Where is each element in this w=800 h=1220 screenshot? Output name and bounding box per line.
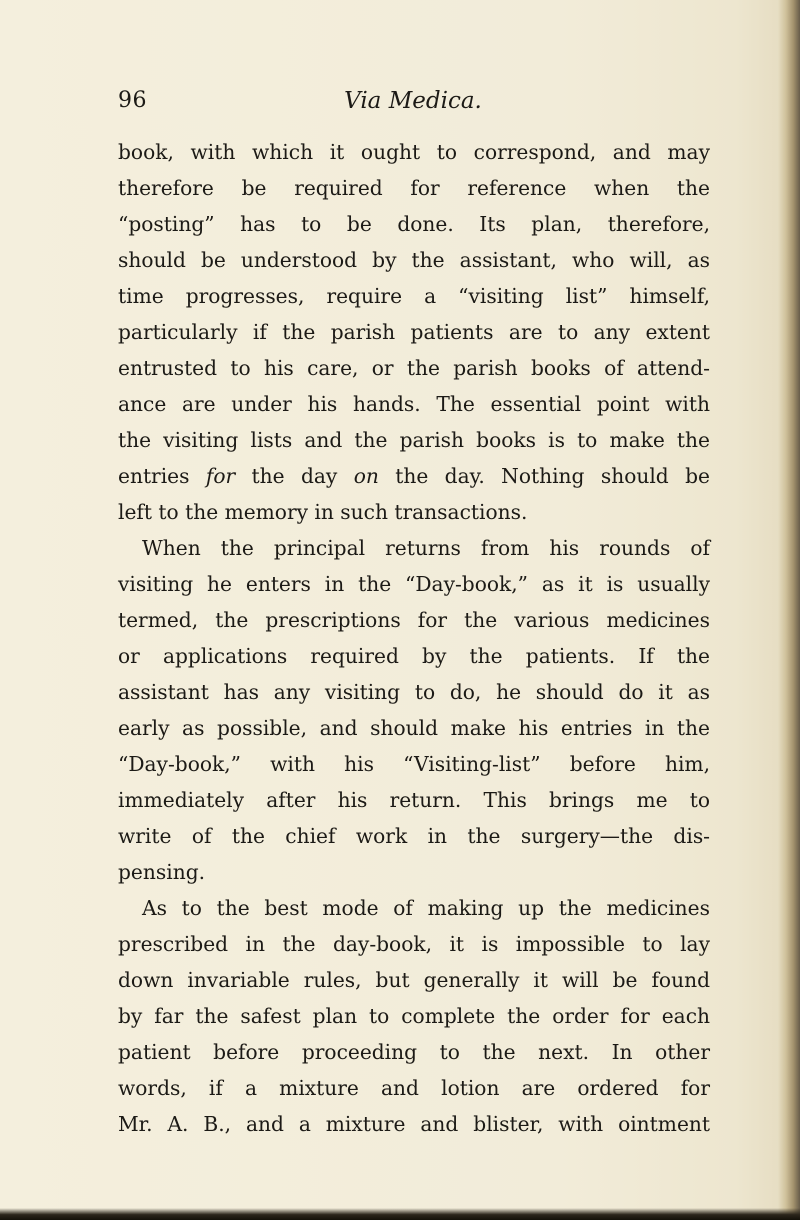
text-line-8: ance are under his hands. The essential point with <box>118 392 710 416</box>
text-fragment: the day. Nothing should be <box>378 464 710 488</box>
text-line-21: pensing. <box>118 860 206 884</box>
text-fragment: entries <box>118 464 206 488</box>
text-line-23: prescribed in the day-book, it is impossible to lay <box>118 932 710 956</box>
text-line-27: words, if a mixture and lotion are ordered for <box>118 1076 710 1100</box>
running-title: Via Medica. <box>344 88 482 114</box>
text-line-19: immediately after his return. This brings me to <box>118 788 710 812</box>
text-line-18: “Day-book,” with his “Visiting-list” before him, <box>118 752 710 776</box>
text-line-15: or applications required by the patients. If the <box>118 644 710 668</box>
text-line-28: Mr. A. B., and a mixture and blister, with ointment <box>118 1112 710 1136</box>
text-fragment: the day <box>235 464 354 488</box>
text-line-3: “posting” has to be done. Its plan, therefore, <box>118 212 710 236</box>
text-line-14: termed, the prescriptions for the various medicines <box>118 608 710 632</box>
text-line-2: therefore be required for reference when the <box>118 176 710 200</box>
page-edge-shadow <box>778 0 800 1220</box>
text-line-11: left to the memory in such transactions. <box>118 500 528 524</box>
text-line-12: When the principal returns from his rounds of <box>142 536 710 560</box>
text-line-5: time progresses, require a “visiting list” himself, <box>118 284 710 308</box>
text-line-20: write of the chief work in the surgery—the dis- <box>118 824 710 848</box>
text-line-7: entrusted to his care, or the parish books of attend- <box>118 356 710 380</box>
text-line-22: As to the best mode of making up the medicines <box>142 896 710 920</box>
italic-on: on <box>353 464 379 488</box>
body-text <box>118 134 710 1142</box>
page-number: 96 <box>118 88 147 113</box>
text-line-16: assistant has any visiting to do, he should do it as <box>118 680 710 704</box>
text-line-6: particularly if the parish patients are to any extent <box>118 320 710 344</box>
text-line-17: early as possible, and should make his entries in the <box>118 716 710 740</box>
text-line-26: patient before proceeding to the next. In other <box>118 1040 710 1064</box>
text-line-10 <box>118 458 710 494</box>
page-bottom-edge <box>0 1208 800 1220</box>
text-line-4: should be understood by the assistant, who will, as <box>118 248 710 272</box>
page-header <box>118 88 708 122</box>
italic-for: for <box>205 464 236 488</box>
text-line-24: down invariable rules, but generally it will be found <box>118 968 710 992</box>
text-line-13: visiting he enters in the “Day-book,” as it is usually <box>118 572 710 596</box>
text-line-1: book, with which it ought to correspond, and may <box>118 140 710 164</box>
text-line-25: by far the safest plan to complete the order for each <box>118 1004 710 1028</box>
text-line-9: the visiting lists and the parish books is to make the <box>118 428 710 452</box>
